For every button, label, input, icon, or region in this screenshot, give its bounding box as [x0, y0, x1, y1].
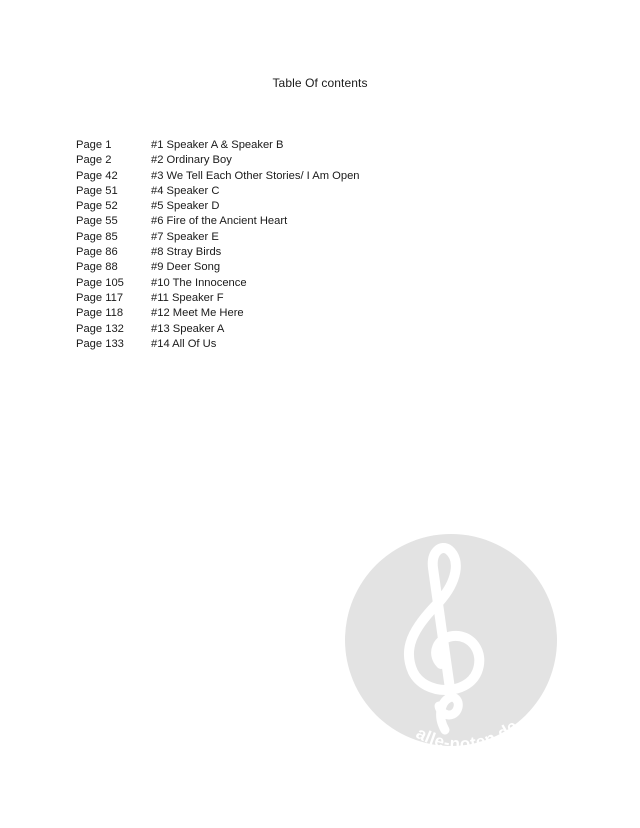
- toc-entry-title: #2 Ordinary Boy: [151, 154, 232, 167]
- toc-row-9: [76, 260, 360, 275]
- toc-entry-title: #3 We Tell Each Other Stories/ I Am Open: [151, 169, 360, 182]
- toc-page-number: Page 117: [76, 291, 124, 304]
- toc-entry-title: #12 Meet Me Here: [151, 307, 244, 320]
- toc-row-14: [76, 337, 360, 352]
- page-title: Table Of contents: [272, 76, 368, 90]
- toc-page-number: Page 133: [76, 337, 124, 350]
- toc-entry-title: #7 Speaker E: [151, 230, 219, 243]
- toc-entry-title: #9 Deer Song: [151, 261, 221, 274]
- watermark-text: alle-noten.de: [412, 716, 522, 750]
- toc-entry-title: #4 Speaker C: [151, 184, 220, 197]
- toc-entry-title: #8 Stray Birds: [151, 246, 222, 259]
- toc-page-number: Page 1: [76, 139, 112, 151]
- toc-page-number: Page 88: [76, 261, 118, 274]
- toc-page-number: Page 105: [76, 276, 124, 289]
- toc-entry-title: #13 Speaker A: [151, 322, 225, 335]
- toc-row-5: [76, 199, 360, 214]
- toc-entry-title: #14 All Of Us: [151, 337, 217, 350]
- toc-page-number: Page 52: [76, 200, 118, 213]
- toc-page-number: Page 132: [76, 322, 124, 335]
- table-of-contents: [76, 138, 360, 352]
- toc-entry-title: #11 Speaker F: [151, 291, 224, 304]
- toc-page-number: Page 86: [76, 246, 118, 259]
- toc-row-2: [76, 153, 360, 168]
- toc-page-number: Page 118: [76, 307, 124, 320]
- toc-row-12: [76, 306, 360, 321]
- toc-page-number: Page 2: [76, 154, 112, 167]
- toc-row-13: [76, 322, 360, 337]
- toc-page-number: Page 42: [76, 169, 118, 182]
- toc-entry-title: #5 Speaker D: [151, 200, 220, 213]
- toc-row-11: [76, 291, 360, 306]
- toc-row-4: [76, 184, 360, 199]
- toc-entry-title: #6 Fire of the Ancient Heart: [151, 215, 288, 228]
- toc-page-number: Page 85: [76, 230, 118, 243]
- toc-entry-title: #10 The Innocence: [151, 276, 247, 289]
- toc-row-3: [76, 169, 360, 184]
- toc-entry-title: #1 Speaker A & Speaker B: [151, 139, 284, 151]
- toc-row-7: [76, 230, 360, 245]
- toc-row-10: [76, 276, 360, 291]
- toc-row-1: [76, 138, 360, 153]
- watermark-logo: [341, 530, 561, 750]
- toc-row-8: [76, 245, 360, 260]
- toc-page-number: Page 55: [76, 215, 118, 228]
- toc-row-6: [76, 214, 360, 229]
- toc-page-number: Page 51: [76, 184, 118, 197]
